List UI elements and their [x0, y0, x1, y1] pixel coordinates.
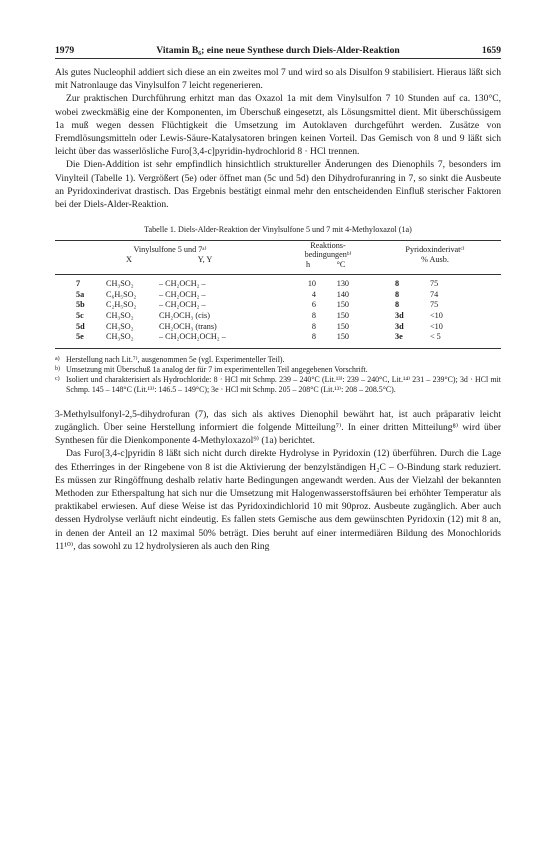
cell-product: 8 [395, 289, 400, 299]
table-header [55, 241, 501, 274]
cell-product: 3d [395, 321, 404, 331]
cell-yield: <10 [430, 321, 443, 331]
footnote-marker: b) [55, 365, 60, 372]
cell-y: CH₂OCH₃ (trans) [159, 321, 217, 331]
cell-hours: 8 [311, 311, 316, 321]
cell-temp: 140 [336, 289, 349, 299]
header-title: Vitamin B₆; eine neue Synthese durch Diels-Alder-Reaktion [156, 45, 400, 56]
cell-compound: 5c [76, 311, 84, 321]
cell-compound: 7 [76, 279, 81, 289]
table-row [55, 311, 501, 322]
footnote-c [55, 375, 501, 395]
cell-yield: 75 [430, 279, 439, 289]
cell-temp: 130 [336, 279, 349, 289]
cell-hours: 10 [307, 279, 316, 289]
cell-x: C₂H₅SO₂ [106, 300, 137, 310]
paragraph-4: 3-Methylsulfonyl-2,5-dihydrofuran (7), das sich als aktives Dienophil bewährt hat, ist auch präparativ leicht zugänglich. Über seine Herstellung informiert die folgende Mitteilung⁷⁾. In einer dritten Mitteilung⁸⁾ wird über Synthesen für die Dienkomponente 4-Methyloxazol⁹⁾ (1a) berichtet. [55, 408, 501, 447]
cell-product: 3e [395, 332, 403, 342]
cell-x: CH₃SO₂ [106, 332, 134, 342]
cell-product: 8 [395, 300, 400, 310]
table-row [55, 300, 501, 311]
cell-x: CH₃SO₂ [106, 311, 134, 321]
paragraph-2: Zur praktischen Durchführung erhitzt man das Oxazol 1a mit dem Vinylsulfon 7 10 Stunden auf ca. 130°C, wobei zweckmäßig eine der Komponenten, im Überschuß eingesetzt, als Lösungsmittel dient. Mit überschüssigem 1a muß wegen dessen Flüchtigkeit die Umsetzung im Autoklaven durchgeführt werden. Zusätze von Fremdlösungsmitteln oder Lewis-Säure-Katalysatoren bringen keinen Vorteil. Das Gemisch von 8 und 9 läßt sich leicht über das wasserlösliche Furo[3,4-c]pyridin-hydrochlorid 8 · HCl trennen. [55, 93, 501, 158]
cell-y: – CH₂OCH₂ – [159, 300, 206, 310]
footnote-marker: c) [55, 375, 60, 382]
table-caption: Tabelle 1. Diels-Alder-Reaktion der Vinylsulfone 5 und 7 mit 4-Methyloxazol (1a) [144, 225, 412, 235]
col-head-yy: Y, Y [197, 255, 213, 265]
footnote-text: Isoliert und charakterisiert als Hydrochloride: 8 · HCl mit Schmp. 239 – 240°C (Lit.¹³⁾: 239 – 240°C, Lit.¹⁴⁾ 231 – 239°C); 3d · HCl mit Schmp. 145 – 148°C (Lit.¹³⁾: 146.5 – 149°C); 3e · HCl mit Schmp. 205 – 208°C (Lit.¹³⁾: 208 – 208.5°C). [66, 374, 501, 394]
cell-yield: < 5 [430, 332, 441, 342]
cell-compound: 5e [76, 332, 84, 342]
page [55, 45, 501, 553]
cell-y: – CH₂OCH₂ – [159, 289, 206, 299]
cell-x: CH₃SO₂ [106, 279, 134, 289]
cell-compound: 5a [76, 289, 85, 299]
cell-compound: 5d [76, 321, 85, 331]
cell-yield: <10 [430, 311, 443, 321]
col-head-conditions-2: bedingungenᵇ⁾ [304, 250, 352, 260]
cell-y: – CH₂OCH₂ – [159, 279, 206, 289]
cell-yield: 75 [430, 300, 439, 310]
cell-x: C₆H₅SO₂ [106, 289, 137, 299]
footnote-a [55, 355, 501, 365]
col-head-conditions: Reaktions- [310, 241, 346, 251]
cell-temp: 150 [336, 321, 349, 331]
table-footnotes [55, 355, 501, 395]
paragraph-1: Als gutes Nucleophil addiert sich diese an ein zweites mol 7 und wird so als Disulfon 9 stabilisiert. Hieraus läßt sich mit Natronlauge das Vinylsulfon 7 leicht regenerieren. [55, 67, 501, 92]
col-head-pyridoxine: Pyridoxinderivatᶜ⁾ [405, 245, 465, 255]
footnote-text: Herstellung nach Lit.⁷⁾, ausgenommen 5e (vgl. Experimenteller Teil). [66, 354, 285, 364]
footnote-marker: a) [55, 355, 60, 362]
cell-hours: 6 [311, 300, 316, 310]
cell-yield: 74 [430, 289, 439, 299]
cell-temp: 150 [336, 332, 349, 342]
table-row [55, 332, 501, 343]
cell-hours: 8 [311, 332, 316, 342]
cell-product: 3d [395, 311, 404, 321]
cell-x: CH₃SO₂ [106, 321, 134, 331]
header-year: 1979 [55, 45, 75, 56]
col-head-yield: % Ausb. [421, 255, 449, 265]
cell-y: – CH₂OCH₂OCH₂ – [159, 332, 226, 342]
footnote-text: Umsetzung mit Überschuß 1a analog der für 7 im experimentellen Teil angegebenen Vorschrift. [66, 364, 368, 374]
cell-hours: 4 [311, 289, 316, 299]
running-header [55, 45, 501, 59]
col-head-x: X [126, 255, 132, 265]
col-head-vinylsulfone: Vinylsulfone 5 und 7ᵃ⁾ [133, 245, 207, 255]
footnote-b [55, 365, 501, 375]
table-row [55, 290, 501, 301]
table-body [55, 275, 501, 348]
cell-y: CH₂OCH₃ (cis) [159, 311, 210, 321]
cell-hours: 8 [311, 321, 316, 331]
body-continued [55, 408, 501, 553]
cell-temp: 150 [336, 311, 349, 321]
table-row [55, 279, 501, 290]
col-head-hours: h [305, 260, 311, 270]
table-1 [55, 240, 501, 395]
table-row [55, 322, 501, 333]
paragraph-5: Das Furo[3,4-c]pyridin 8 läßt sich nicht durch direkte Hydrolyse in Pyridoxin (12) überführen. Durch die Lage des Etherringes in der Ringebene von 8 ist die Aktivierung der benzylständigen H₂C – O-Bindung stark reduziert. Es müssen zur Ringöffnung deshalb relativ harte Bedingungen angewandt werden. Aus der Vielzahl der bekannten Methoden zur Etherspaltung hat sich nur die Umsetzung mit Halogenwasserstoffsäuren bei erhöhter Temperatur als praktikabel erwiesen. Auf diese Weise ist das Pyridoxindichlorid 10 mit 90proz. Ausbeute zugänglich. Aber auch dessen Hydrolyse verläuft nicht eindeutig. Es fallen stets Gemische aus dem gewünschten Pyridoxin (12) mit 8 an, in denen der Anteil an 12 maximal 50% beträgt. Dies beruht auf einer intermediären Bildung des Monochlorids 11¹⁰⁾, das sowohl zu 12 hydrolysieren als auch den Ring [55, 448, 501, 552]
header-page-number: 1659 [481, 45, 501, 56]
table-bottom-rule [55, 348, 501, 349]
paragraph-3: Die Dien-Addition ist sehr empfindlich hinsichtlich struktureller Änderungen des Dienophils 7, besonders im Vinylteil (Tabelle 1). Vergrößert (5e) oder öffnet man (5c und 5d) den Dihydrofuranring in 7, so sinkt die Ausbeute an Pyridoxinderivat drastisch. Das Ergebnis bestätigt einmal mehr den entscheidenden Einfluß sterischer Faktoren bei der Diels-Alder-Reaktion. [55, 159, 501, 211]
col-head-temp: °C [336, 260, 346, 270]
cell-temp: 150 [336, 300, 349, 310]
cell-compound: 5b [76, 300, 85, 310]
cell-product: 8 [395, 279, 400, 289]
